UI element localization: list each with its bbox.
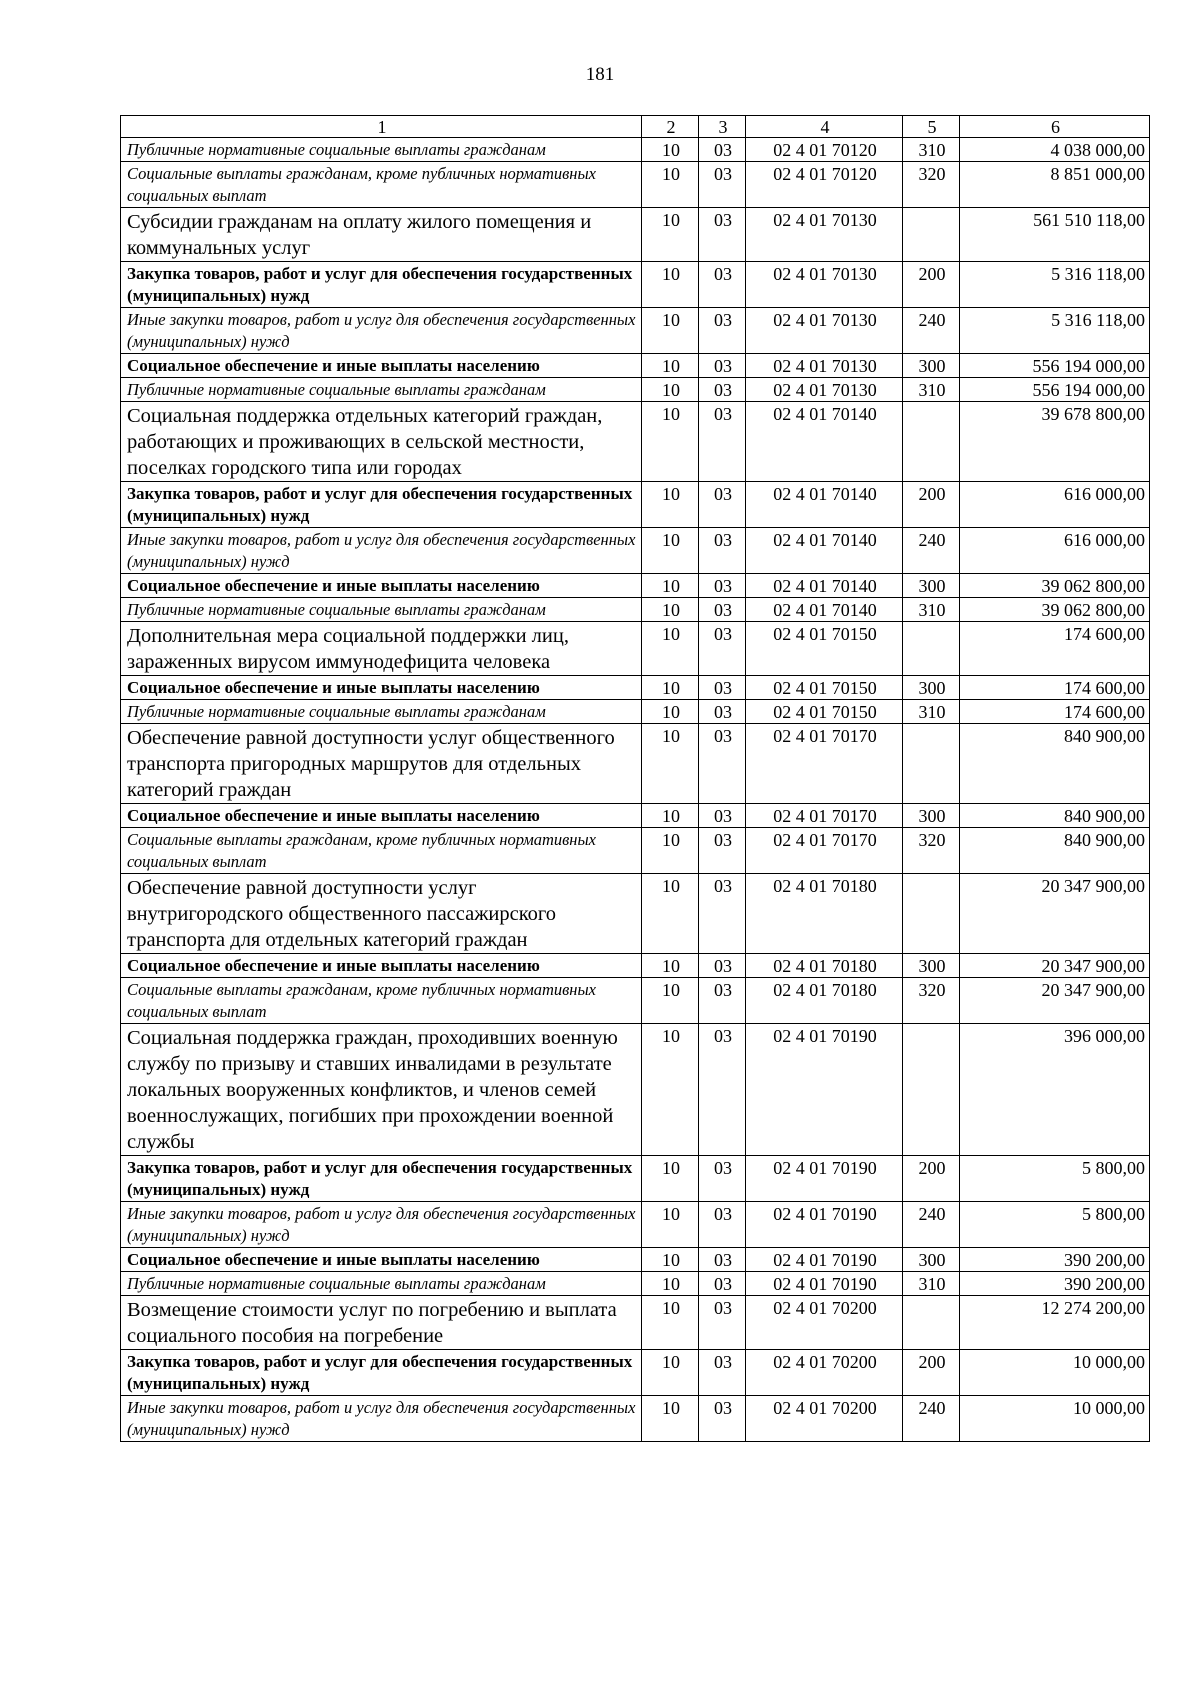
page-number: 181 (585, 64, 615, 85)
row-code-cell: 02 4 01 70130 (746, 354, 903, 378)
table-row (121, 954, 1150, 978)
row-section-cell: 10 (642, 700, 699, 724)
row-subsection-cell: 03 (699, 700, 746, 724)
row-section-cell: 10 (642, 574, 699, 598)
row-name-cell: Социальное обеспечение и иные выплаты населению (121, 354, 642, 378)
row-name-cell: Иные закупки товаров, работ и услуг для обеспечения государственных (муниципальных) нужд (121, 1396, 642, 1442)
row-section-cell: 10 (642, 1272, 699, 1296)
row-type-cell: 300 (903, 1248, 960, 1272)
row-name-cell: Иные закупки товаров, работ и услуг для обеспечения государственных (муниципальных) нужд (121, 308, 642, 354)
row-type-cell: 320 (903, 978, 960, 1024)
row-sum-cell: 5 316 118,00 (960, 262, 1150, 308)
row-sum-cell: 174 600,00 (960, 676, 1150, 700)
table-row (121, 528, 1150, 574)
header-cell: 6 (960, 116, 1150, 138)
row-section-cell: 10 (642, 724, 699, 804)
row-section-cell: 10 (642, 1248, 699, 1272)
table-header-row (121, 116, 1150, 138)
row-code-cell: 02 4 01 70130 (746, 208, 903, 262)
row-sum-cell: 616 000,00 (960, 528, 1150, 574)
row-name-cell: Социальные выплаты гражданам, кроме публичных нормативных социальных выплат (121, 828, 642, 874)
row-subsection-cell: 03 (699, 162, 746, 208)
row-type-cell: 240 (903, 1202, 960, 1248)
row-type-cell (903, 208, 960, 262)
row-name-cell: Иные закупки товаров, работ и услуг для обеспечения государственных (муниципальных) нужд (121, 1202, 642, 1248)
table-row (121, 138, 1150, 162)
row-name-cell: Социальная поддержка граждан, проходивших военную службу по призыву и ставших инвалидами в результате локальных вооруженных конфликтов, и членов семей военнослужащих, погибших при прохождении военной службы (121, 1024, 642, 1156)
row-subsection-cell: 03 (699, 1396, 746, 1442)
row-name-cell: Иные закупки товаров, работ и услуг для обеспечения государственных (муниципальных) нужд (121, 528, 642, 574)
row-sum-cell: 8 851 000,00 (960, 162, 1150, 208)
row-name-cell: Социальное обеспечение и иные выплаты населению (121, 574, 642, 598)
row-subsection-cell: 03 (699, 574, 746, 598)
row-section-cell: 10 (642, 138, 699, 162)
row-section-cell: 10 (642, 1396, 699, 1442)
row-sum-cell: 5 800,00 (960, 1156, 1150, 1202)
row-type-cell: 300 (903, 354, 960, 378)
row-name-cell: Публичные нормативные социальные выплаты гражданам (121, 598, 642, 622)
row-subsection-cell: 03 (699, 954, 746, 978)
row-section-cell: 10 (642, 378, 699, 402)
budget-table (120, 115, 1150, 1442)
row-code-cell: 02 4 01 70150 (746, 622, 903, 676)
table-row (121, 1350, 1150, 1396)
table-row (121, 378, 1150, 402)
row-subsection-cell: 03 (699, 1296, 746, 1350)
row-type-cell: 300 (903, 574, 960, 598)
row-type-cell: 240 (903, 1396, 960, 1442)
row-section-cell: 10 (642, 804, 699, 828)
row-name-cell: Обеспечение равной доступности услуг общественного транспорта пригородных маршрутов для отдельных категорий граждан (121, 724, 642, 804)
row-section-cell: 10 (642, 1024, 699, 1156)
table-row (121, 676, 1150, 700)
row-section-cell: 10 (642, 402, 699, 482)
row-type-cell: 200 (903, 262, 960, 308)
row-sum-cell: 39 062 800,00 (960, 574, 1150, 598)
row-type-cell: 300 (903, 804, 960, 828)
header-cell: 5 (903, 116, 960, 138)
table-row (121, 402, 1150, 482)
row-subsection-cell: 03 (699, 724, 746, 804)
row-section-cell: 10 (642, 482, 699, 528)
row-name-cell: Закупка товаров, работ и услуг для обеспечения государственных (муниципальных) нужд (121, 1350, 642, 1396)
row-subsection-cell: 03 (699, 1248, 746, 1272)
row-section-cell: 10 (642, 1202, 699, 1248)
row-section-cell: 10 (642, 208, 699, 262)
row-sum-cell: 174 600,00 (960, 622, 1150, 676)
row-code-cell: 02 4 01 70140 (746, 402, 903, 482)
row-section-cell: 10 (642, 622, 699, 676)
row-subsection-cell: 03 (699, 208, 746, 262)
row-type-cell: 310 (903, 138, 960, 162)
header-cell: 4 (746, 116, 903, 138)
row-sum-cell: 561 510 118,00 (960, 208, 1150, 262)
row-section-cell: 10 (642, 954, 699, 978)
row-section-cell: 10 (642, 828, 699, 874)
row-name-cell: Закупка товаров, работ и услуг для обеспечения государственных (муниципальных) нужд (121, 262, 642, 308)
row-code-cell: 02 4 01 70170 (746, 724, 903, 804)
row-type-cell: 310 (903, 378, 960, 402)
row-code-cell: 02 4 01 70120 (746, 162, 903, 208)
row-sum-cell: 10 000,00 (960, 1350, 1150, 1396)
row-subsection-cell: 03 (699, 482, 746, 528)
row-subsection-cell: 03 (699, 804, 746, 828)
row-subsection-cell: 03 (699, 1202, 746, 1248)
row-section-cell: 10 (642, 1156, 699, 1202)
row-code-cell: 02 4 01 70140 (746, 598, 903, 622)
row-sum-cell: 5 800,00 (960, 1202, 1150, 1248)
row-sum-cell: 840 900,00 (960, 804, 1150, 828)
row-code-cell: 02 4 01 70140 (746, 528, 903, 574)
row-code-cell: 02 4 01 70190 (746, 1202, 903, 1248)
table-row (121, 1156, 1150, 1202)
table-row (121, 308, 1150, 354)
row-sum-cell: 10 000,00 (960, 1396, 1150, 1442)
row-subsection-cell: 03 (699, 402, 746, 482)
table-row (121, 874, 1150, 954)
row-name-cell: Субсидии гражданам на оплату жилого помещения и коммунальных услуг (121, 208, 642, 262)
row-sum-cell: 20 347 900,00 (960, 874, 1150, 954)
row-subsection-cell: 03 (699, 378, 746, 402)
table-row (121, 1396, 1150, 1442)
row-section-cell: 10 (642, 162, 699, 208)
row-code-cell: 02 4 01 70150 (746, 700, 903, 724)
row-name-cell: Социальные выплаты гражданам, кроме публичных нормативных социальных выплат (121, 162, 642, 208)
row-type-cell (903, 622, 960, 676)
row-type-cell: 310 (903, 700, 960, 724)
row-sum-cell: 174 600,00 (960, 700, 1150, 724)
row-name-cell: Обеспечение равной доступности услуг внутригородского общественного пассажирского транспорта для отдельных категорий граждан (121, 874, 642, 954)
row-type-cell (903, 1024, 960, 1156)
row-type-cell: 320 (903, 828, 960, 874)
row-type-cell: 300 (903, 954, 960, 978)
table-row (121, 724, 1150, 804)
row-section-cell: 10 (642, 1350, 699, 1396)
row-code-cell: 02 4 01 70130 (746, 262, 903, 308)
table-row (121, 1248, 1150, 1272)
table-row (121, 1024, 1150, 1156)
row-name-cell: Дополнительная мера социальной поддержки лиц, зараженных вирусом иммунодефицита человека (121, 622, 642, 676)
row-name-cell: Социальная поддержка отдельных категорий граждан, работающих и проживающих в сельской местности, поселках городского типа или городах (121, 402, 642, 482)
row-sum-cell: 390 200,00 (960, 1248, 1150, 1272)
row-subsection-cell: 03 (699, 978, 746, 1024)
row-sum-cell: 39 062 800,00 (960, 598, 1150, 622)
row-code-cell: 02 4 01 70120 (746, 138, 903, 162)
row-name-cell: Социальные выплаты гражданам, кроме публичных нормативных социальных выплат (121, 978, 642, 1024)
row-type-cell: 240 (903, 308, 960, 354)
row-subsection-cell: 03 (699, 138, 746, 162)
row-type-cell: 310 (903, 598, 960, 622)
table-row (121, 1202, 1150, 1248)
row-type-cell (903, 724, 960, 804)
table-row (121, 978, 1150, 1024)
row-type-cell: 320 (903, 162, 960, 208)
row-section-cell: 10 (642, 262, 699, 308)
row-subsection-cell: 03 (699, 622, 746, 676)
row-code-cell: 02 4 01 70190 (746, 1024, 903, 1156)
row-sum-cell: 20 347 900,00 (960, 978, 1150, 1024)
row-type-cell: 200 (903, 1350, 960, 1396)
table-row (121, 700, 1150, 724)
row-code-cell: 02 4 01 70130 (746, 308, 903, 354)
row-section-cell: 10 (642, 598, 699, 622)
row-sum-cell: 4 038 000,00 (960, 138, 1150, 162)
row-section-cell: 10 (642, 1296, 699, 1350)
row-section-cell: 10 (642, 528, 699, 574)
row-sum-cell: 390 200,00 (960, 1272, 1150, 1296)
row-section-cell: 10 (642, 308, 699, 354)
row-subsection-cell: 03 (699, 528, 746, 574)
row-code-cell: 02 4 01 70170 (746, 828, 903, 874)
budget-table-body (121, 116, 1150, 1442)
header-cell: 3 (699, 116, 746, 138)
row-sum-cell: 616 000,00 (960, 482, 1150, 528)
row-section-cell: 10 (642, 978, 699, 1024)
row-type-cell: 240 (903, 528, 960, 574)
table-row (121, 262, 1150, 308)
row-code-cell: 02 4 01 70140 (746, 574, 903, 598)
row-section-cell: 10 (642, 354, 699, 378)
row-type-cell (903, 402, 960, 482)
row-sum-cell: 39 678 800,00 (960, 402, 1150, 482)
row-name-cell: Публичные нормативные социальные выплаты гражданам (121, 378, 642, 402)
table-row (121, 622, 1150, 676)
row-subsection-cell: 03 (699, 598, 746, 622)
table-row (121, 828, 1150, 874)
row-subsection-cell: 03 (699, 676, 746, 700)
row-code-cell: 02 4 01 70190 (746, 1156, 903, 1202)
row-code-cell: 02 4 01 70180 (746, 954, 903, 978)
row-type-cell (903, 1296, 960, 1350)
row-name-cell: Социальное обеспечение и иные выплаты населению (121, 676, 642, 700)
table-row (121, 354, 1150, 378)
row-type-cell: 200 (903, 482, 960, 528)
row-code-cell: 02 4 01 70190 (746, 1248, 903, 1272)
table-row (121, 804, 1150, 828)
row-code-cell: 02 4 01 70200 (746, 1396, 903, 1442)
row-sum-cell: 396 000,00 (960, 1024, 1150, 1156)
header-cell: 2 (642, 116, 699, 138)
row-name-cell: Социальное обеспечение и иные выплаты населению (121, 954, 642, 978)
row-code-cell: 02 4 01 70180 (746, 874, 903, 954)
row-type-cell: 310 (903, 1272, 960, 1296)
row-section-cell: 10 (642, 874, 699, 954)
row-name-cell: Возмещение стоимости услуг по погребению и выплата социального пособия на погребение (121, 1296, 642, 1350)
row-type-cell: 200 (903, 1156, 960, 1202)
row-sum-cell: 5 316 118,00 (960, 308, 1150, 354)
row-sum-cell: 840 900,00 (960, 828, 1150, 874)
row-name-cell: Закупка товаров, работ и услуг для обеспечения государственных (муниципальных) нужд (121, 482, 642, 528)
row-subsection-cell: 03 (699, 308, 746, 354)
row-subsection-cell: 03 (699, 874, 746, 954)
row-subsection-cell: 03 (699, 1350, 746, 1396)
row-sum-cell: 840 900,00 (960, 724, 1150, 804)
row-code-cell: 02 4 01 70180 (746, 978, 903, 1024)
row-code-cell: 02 4 01 70200 (746, 1296, 903, 1350)
table-row (121, 1272, 1150, 1296)
row-name-cell: Социальное обеспечение и иные выплаты населению (121, 1248, 642, 1272)
row-code-cell: 02 4 01 70150 (746, 676, 903, 700)
row-code-cell: 02 4 01 70130 (746, 378, 903, 402)
row-sum-cell: 556 194 000,00 (960, 354, 1150, 378)
table-row (121, 1296, 1150, 1350)
row-sum-cell: 20 347 900,00 (960, 954, 1150, 978)
row-code-cell: 02 4 01 70140 (746, 482, 903, 528)
row-section-cell: 10 (642, 676, 699, 700)
row-sum-cell: 12 274 200,00 (960, 1296, 1150, 1350)
row-code-cell: 02 4 01 70200 (746, 1350, 903, 1396)
row-subsection-cell: 03 (699, 1024, 746, 1156)
row-type-cell: 300 (903, 676, 960, 700)
table-row (121, 598, 1150, 622)
row-subsection-cell: 03 (699, 1272, 746, 1296)
row-sum-cell: 556 194 000,00 (960, 378, 1150, 402)
table-row (121, 162, 1150, 208)
row-code-cell: 02 4 01 70170 (746, 804, 903, 828)
row-type-cell (903, 874, 960, 954)
table-row (121, 574, 1150, 598)
row-code-cell: 02 4 01 70190 (746, 1272, 903, 1296)
row-name-cell: Публичные нормативные социальные выплаты гражданам (121, 1272, 642, 1296)
row-subsection-cell: 03 (699, 354, 746, 378)
row-subsection-cell: 03 (699, 1156, 746, 1202)
row-name-cell: Закупка товаров, работ и услуг для обеспечения государственных (муниципальных) нужд (121, 1156, 642, 1202)
row-subsection-cell: 03 (699, 262, 746, 308)
table-row (121, 208, 1150, 262)
row-name-cell: Социальное обеспечение и иные выплаты населению (121, 804, 642, 828)
row-subsection-cell: 03 (699, 828, 746, 874)
row-name-cell: Публичные нормативные социальные выплаты гражданам (121, 138, 642, 162)
header-cell: 1 (121, 116, 642, 138)
table-row (121, 482, 1150, 528)
row-name-cell: Публичные нормативные социальные выплаты гражданам (121, 700, 642, 724)
